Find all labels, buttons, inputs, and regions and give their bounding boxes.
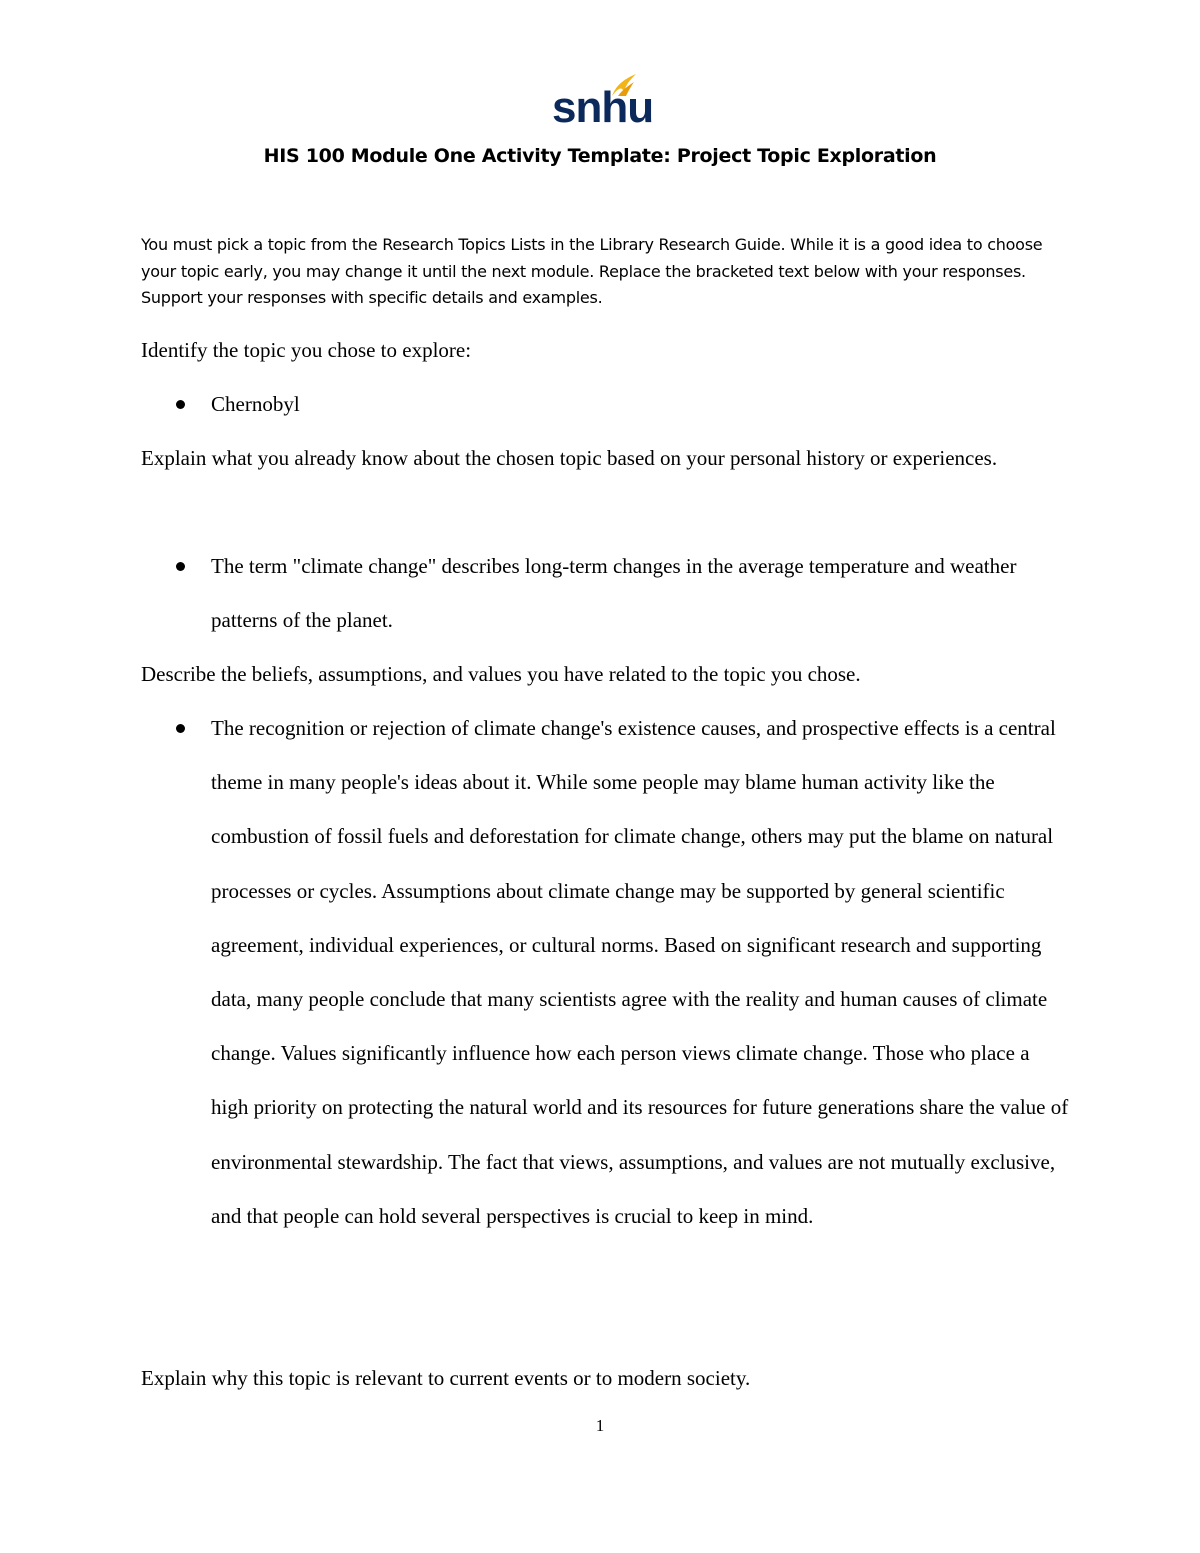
prompt-topic: Identify the topic you chose to explore:	[141, 338, 472, 362]
response-prior-knowledge-text: The term "climate change" describes long-term changes in the average temperature and weather patterns of the planet.	[211, 554, 1017, 633]
instructions-paragraph: You must pick a topic from the Research Topics Lists in the Library Research Guide. While it is a good idea to choose your topic early, you may change it until the next module. Replace the bracketed text below with your responses. Support your responses with specific details and examples.	[141, 235, 1043, 307]
response-beliefs-text: The recognition or rejection of climate change's existence causes, and prospective effects is a central theme in many people's ideas about it. While some people may blame human activity like the combustion of fossil fuels and deforestation for climate change, others may put the blame on natural processes or cycles. Assumptions about climate change may be supported by general scientific agreement, individual experiences, or cultural norms. Based on significant research and supporting data, many people conclude that many scientists agree with the reality and human causes of climate change. Values significantly influence how each person views climate change. Those who place a high priority on protecting the natural world and its resources for future generations share the value of environmental stewardship. The fact that views, assumptions, and values are not mutually exclusive, and that people can hold several perspectives is crucial to keep in mind.	[211, 716, 1069, 1228]
prompt-prior-knowledge: Explain what you already know about the chosen topic based on your personal history or experiences.	[141, 446, 998, 470]
prompt-relevance: Explain why this topic is relevant to current events or to modern society.	[141, 1366, 751, 1390]
snhu-logo	[552, 72, 654, 134]
bullet-icon	[176, 400, 185, 409]
response-topic-text: Chernobyl	[211, 392, 300, 416]
page-number: 1	[595, 1416, 605, 1435]
logo-wordmark: snhu	[552, 83, 654, 132]
bullet-icon	[176, 562, 185, 571]
document-title: HIS 100 Module One Activity Template: Project Topic Exploration	[263, 145, 937, 167]
prompt-beliefs: Describe the beliefs, assumptions, and values you have related to the topic you chose.	[141, 662, 861, 686]
bullet-icon	[176, 724, 185, 733]
